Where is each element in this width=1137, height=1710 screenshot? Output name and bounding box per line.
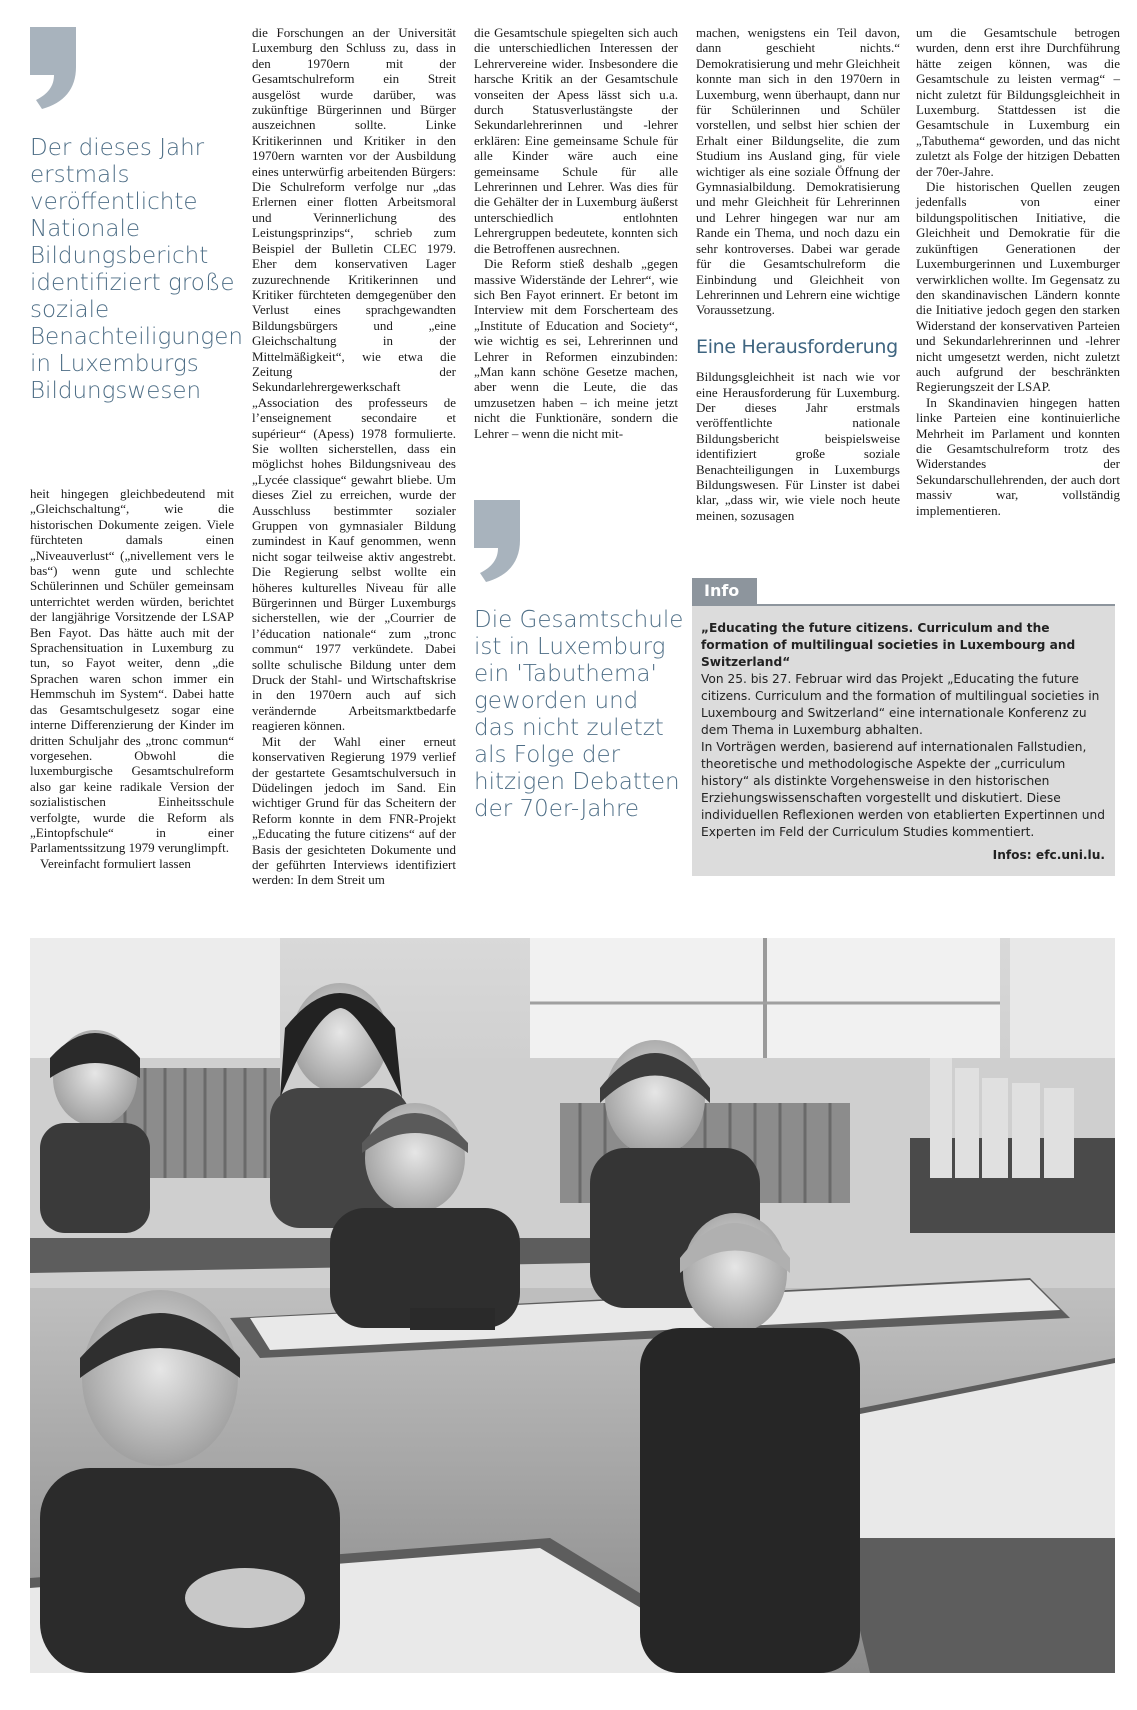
article-column-2 <box>252 25 456 888</box>
paragraph: Die historischen Quellen zeugen jedenfalls von einer bildungspolitischen Initiative, die Gleichheit und Demokratie für die zukünftigen Generationen der Luxemburgerinnen und Luxemburger verwirklichen wollte. Im Gegensatz zu den skandinavischen Ländern konnte die Initiative jedoch gegen den starken Widerstand der konservativen Parteien und Sekundarlehrerinnen und -lehrer nicht umgesetzt werden, nicht zuletzt auch aufgrund der beschränkten Regierungszeit der LSAP. <box>916 179 1120 395</box>
info-paragraph: Von 25. bis 27. Februar wird das Projekt „Educating the future citizens. Curriculum and the formation of multilingual societies in Luxembourg and Switzerland“ eine internationale Konferenz zu dem Thema in Luxemburg abhalten. <box>701 672 1100 737</box>
pull-quote-top: Der dieses Jahr erstmals veröffentlichte Nationale Bildungsbericht identifiziert große soziale Benachteiligungen in Luxemburgs Bildungswesen <box>30 135 243 404</box>
classroom-photo <box>30 938 1115 1673</box>
info-box <box>692 578 1115 894</box>
info-paragraph: In Vorträgen werden, basierend auf internationalen Fallstudien, theoretische und methodologische Aspekte der „curriculum history“ als distinkte Vorgehensweise in den historischen Erziehungswissenschaften vorgestellt und diskutiert. Diese individuellen Reflexionen werden von etablierten Expertinnen und Experten im Feld der Curriculum Studies kommentiert. <box>701 740 1105 839</box>
paragraph: machen, wenigstens ein Teil davon, dann geschieht nichts.“ Demokratisierung und mehr Gleichheit konnte man sich in den 1970ern in Luxemburg, wenn überhaupt, dann nur für Schülerinnen und Schüler vorstellen, und selbst hier schien der Erhalt einer Bildungselite, die zum Studium ins Ausland ging, für viele wichtiger als eine soziale Öffnung der Gymnasialbildung. Demokratisierung und mehr Gleichheit für Lehrerinnen und Lehrer hingegen war nur am Rande ein Thema, und noch dazu ein sehr kontroverses. Dabei war gerade für die Gesamtschulreform die Einbindung und Gleichheit von Lehrerinnen und Lehrern eine wichtige Voraussetzung. <box>696 25 900 318</box>
paragraph: die Gesamtschule spiegelten sich auch die unterschiedlichen Interessen der Lehrervereine wider. Insbesondere die harsche Kritik an der Gesamtschule vonseiten der Apess lässt sich u.a. durch Statusverlustängste der Sekundarlehrerinnen und -lehrer erklären: Eine gemeinsame Schule für alle Kinder wäre auch eine gemeinsame Schule für alle Lehrerinnen und Lehrer. Was dies für die Gehälter der in Luxemburg äußerst unterschiedlich entlohnten Lehrergruppen bedeutete, konnten sich die Betroffenen ausrechnen. <box>474 25 678 256</box>
quote-mark-icon <box>474 500 520 582</box>
classroom-photo-image <box>30 938 1115 1673</box>
info-tab: Info <box>692 578 757 604</box>
subheading: Eine Herausforderung <box>696 335 898 358</box>
quote-mark-icon <box>30 27 76 109</box>
pull-quote-middle: Die Gesamtschule ist in Luxemburg ein 'Tabuthema' geworden und das nicht zuletzt als Folge der hitzigen Debatten der 70er-Jahre <box>474 607 684 822</box>
paragraph: die Forschungen an der Universität Luxemburg den Schluss zu, dass in den 1970ern mit der Gesamtschulreform ein Streit ausgelöst wurde darüber, was zukünftige Bürgerinnen und Bürger auszeichnen sollte. Linke Kritikerinnen und Kritiker in den 1970ern warnten vor der Ausbildung eines unterwürfig arbeitenden Bürgers: Die Schulreform verfolge nur „das Erlernen einer flotten Arbeitsmoral und Verinnerlichung des Leistungsprinzips“, schrieb zum Beispiel der Bulletin CLEC 1979. Eher dem konservativen Lager zuzurechnende Kritikerinnen und Kritiker fürchteten demgegenüber den Verlust eines sprachgewandten Bildungsbürgers und „eine Gleichschaltung in der Mittelmäßigkeit“, wie etwa die Zeitung der Sekundarlehrergewerkschaft „Association des professeurs de l’enseignement secondaire et supérieur“ (Apess) 1978 formulierte. Sie wollten sicherstellen, dass ein möglichst hohes Bildungsniveau des „Lycée classique“ gewahrt bliebe. Um dieses Ziel zu erreichen, wurde der Ausschluss bestimmter sozialer Gruppen von gymnasialer Bildung zumindest in Kauf genommen, wenn nicht sogar teilweise aktiv angestrebt. Die Regierung selbst wollte ein höheres kulturelles Niveau für alle Bürgerinnen und Bürger Luxemburgs sicherstellen, wie der „Courrier de l’éducation nationale“ zum „tronc commun“ 1977 verkündete. Dabei sollte schulische Bildung unter dem Druck der Stahl- und Wirtschaftskrise in den 1970ern auch auf sich verändernde Arbeitsmarktbedarfe reagieren können. <box>252 25 456 734</box>
article-column-4 <box>696 25 900 523</box>
paragraph: Mit der Wahl einer erneut konservativen Regierung 1979 verlief der gestartete Gesamtschulversuch in Düdelingen jedoch im Sand. Ein wichtiger Grund für das Scheitern der Reform konnte in dem FNR-Projekt „Educating the future citizens“ auf der Basis der gesichteten Dokumente und der geführten Interviews identifiziert werden: In dem Streit um <box>252 733 456 888</box>
article-column-1 <box>30 486 234 871</box>
paragraph: In Skandinavien hingegen hatten linke Parteien eine kontinuierliche Mehrheit im Parlament und konnten die Gesamtschulreform trotz des Widerstandes der Sekundarschullehrenden, der auch dort massiv war, vollständig implementieren. <box>916 394 1120 518</box>
paragraph: um die Gesamtschule betrogen wurden, denn erst ihre Durchführung hätte zeigen können, was die Gesamtschule zu leisten vermag“ – nicht zuletzt für Bildungsgleichheit in Luxemburg. Stattdessen ist die Gesamtschule in Luxemburg ein „Tabuthema“ geworden, und das nicht zuletzt als Folge der hitzigen Debatten der 70er-Jahre. <box>916 25 1120 179</box>
info-title: „Educating the future citizens. Curriculum and the formation of multilingual societies in Luxembourg and Switzerland“ <box>701 621 1076 669</box>
info-link[interactable]: Infos: efc.uni.lu. <box>992 848 1105 862</box>
paragraph: Die Reform stieß deshalb „gegen massive Widerstände der Lehrer“, wie sich Ben Fayot erinnert. Er betont im Interview mit dem Forscherteam des „Institute of Education and Society“, wie wichtig es sei, Lehrerinnen und Lehrer in Reformen einzubinden: „Man kann schöne Gesetze machen, aber wenn die Leute, die das umzusetzen haben – ich meine jetzt nicht die Funktionäre, sondern die Lehrer – wenn die nicht mit- <box>474 256 678 441</box>
paragraph: Vereinfacht formuliert lassen <box>40 855 191 871</box>
paragraph: Bildungsgleichheit ist nach wie vor eine Herausforderung für Luxemburg. Der dieses Jahr erstmals veröffentlichte nationale Bildungsbericht beispielsweise identifiziert große soziale Benachteiligungen in Luxemburgs Bildungswesen. Für Linster ist dabei klar, „dass wir, wie viele noch heute meinen, sozusagen <box>696 369 900 523</box>
paragraph: heit hingegen gleichbedeutend mit „Gleichschaltung“, wie die historischen Dokumente zeigen. Viele fürchteten damals einen „Niveauverlust“ („nivellement vers le bas“) wenn gute und schlechte Schülerinnen und Schüler gemeinsam unterrichtet werden würden, berichtet der langjährige Vorsitzende der LSAP Ben Fayot. Das hätte auch mit der Sprachensituation in Luxemburg zu tun, so Fayot weiter, denn „die Sprachen waren schon immer ein Hemmschuh im System“. Dabei hatte das Gesamtschulgesetz sogar eine interne Differenzierung der Kinder im dritten Schuljahr des „tronc commun“ vorgesehen. Obwohl die luxemburgische Gesamtschulreform also gar keine radikale Version der sozialistischen Einheitsschule verfolgte, wurde die Reform als „Eintopfschule“ in einer Parlamentssitzung 1979 verunglimpft. <box>30 486 234 856</box>
article-column-3 <box>474 25 678 441</box>
info-body <box>692 606 1115 876</box>
article-column-5 <box>916 25 1120 518</box>
